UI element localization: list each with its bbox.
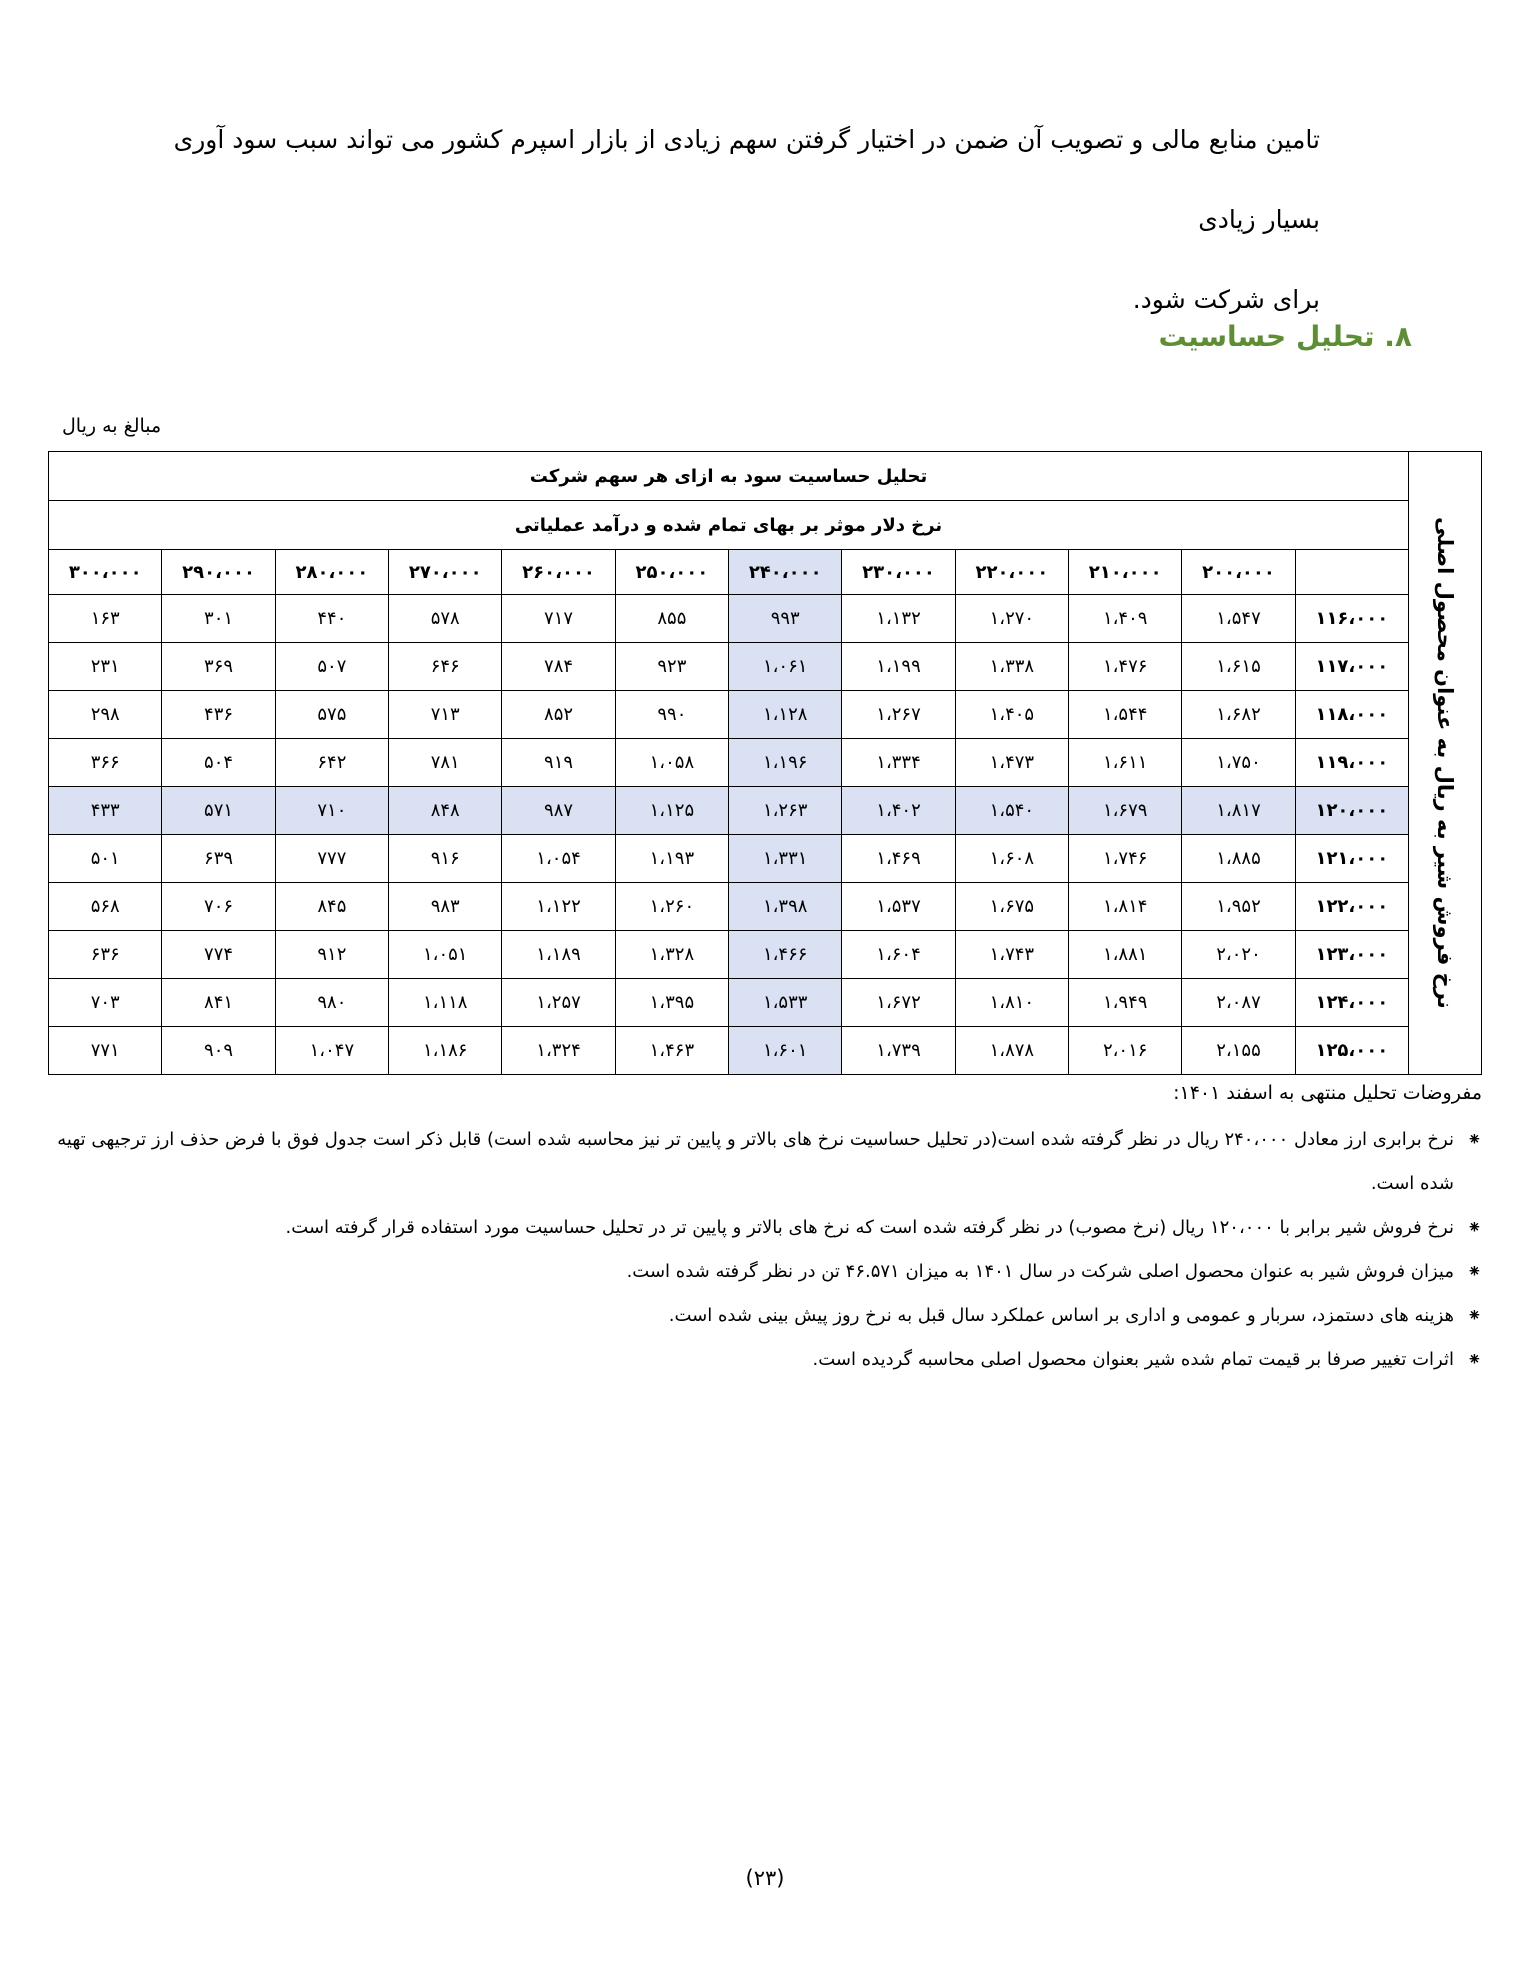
table-row [49,979,1482,1027]
column-header: ۲۲۰،۰۰۰ [955,550,1068,595]
table-cell: ۷۱۳ [389,691,502,739]
table-cell: ۴۳۶ [162,691,275,739]
assumption-item [48,1294,1482,1338]
table-row [49,883,1482,931]
intro-line-2: برای شرکت شود. [1132,285,1320,314]
table-cell: ۱،۵۴۴ [1069,691,1182,739]
table-row [49,595,1482,643]
table-cell: ۱،۶۱۱ [1069,739,1182,787]
table-cell: ۱،۲۶۰ [615,883,728,931]
assumption-item [48,1338,1482,1382]
table-cell: ۱،۱۹۹ [842,643,955,691]
table-cell: ۵۰۱ [49,835,162,883]
table-cell: ۸۴۸ [389,787,502,835]
asterisk-bullet-icon: ⁕ [1466,1305,1482,1326]
row-axis-label [1409,452,1482,1075]
table-cell: ۱۶۳ [49,595,162,643]
table-cell: ۸۵۵ [615,595,728,643]
table-row [49,691,1482,739]
table-cell: ۱،۶۰۸ [955,835,1068,883]
row-header: ۱۲۱،۰۰۰ [1295,835,1408,883]
table-cell: ۷۷۱ [49,1027,162,1075]
row-axis-label-text: نرخ فروش شیر به ریال به عنوان محصول اصلی [1433,517,1457,1009]
table-cell: ۱،۶۰۱ [729,1027,842,1075]
table-cell: ۱،۰۵۴ [502,835,615,883]
table-cell: ۱،۶۱۵ [1182,643,1295,691]
row-header: ۱۱۶،۰۰۰ [1295,595,1408,643]
table-cell: ۷۰۶ [162,883,275,931]
table-cell: ۱،۶۷۵ [955,883,1068,931]
assumption-text: میزان فروش شیر به عنوان محصول اصلی شرکت در سال ۱۴۰۱ به میزان ۴۶.۵۷۱ تن در نظر گرفته شده است. [626,1261,1454,1282]
table-cell: ۱،۷۴۶ [1069,835,1182,883]
column-header: ۳۰۰،۰۰۰ [49,550,162,595]
table-cell: ۱،۶۷۹ [1069,787,1182,835]
column-header: ۲۱۰،۰۰۰ [1069,550,1182,595]
table-cell: ۹۹۳ [729,595,842,643]
table-cell: ۲،۱۵۵ [1182,1027,1295,1075]
table-cell: ۲،۰۲۰ [1182,931,1295,979]
assumption-item [48,1206,1482,1250]
table-cell: ۵۶۸ [49,883,162,931]
table-cell: ۱،۴۰۹ [1069,595,1182,643]
table-row [49,643,1482,691]
table-cell: ۷۱۰ [275,787,388,835]
table-cell: ۱،۱۲۸ [729,691,842,739]
table-cell: ۷۱۷ [502,595,615,643]
table-cell: ۱،۷۳۹ [842,1027,955,1075]
table-cell: ۱،۸۷۸ [955,1027,1068,1075]
table-cell: ۱،۵۴۷ [1182,595,1295,643]
table-cell: ۱،۹۴۹ [1069,979,1182,1027]
table-cell: ۱،۳۲۴ [502,1027,615,1075]
unit-note: مبالغ به ریال [62,415,162,437]
table-cell: ۱،۵۳۳ [729,979,842,1027]
assumption-text: نرخ برابری ارز معادل ۲۴۰،۰۰۰ ریال در نظر گرفته شده است(در تحلیل حساسیت نرخ های بالاتر و پایین تر نیز محاسبه شده است) قابل ذکر است جدول فوق با فرض حذف ارز ترجیهی تهیه شده است. [57,1129,1454,1194]
table-cell: ۶۳۹ [162,835,275,883]
table-cell: ۱،۵۳۷ [842,883,955,931]
table-cell: ۱،۱۸۹ [502,931,615,979]
column-header: ۲۵۰،۰۰۰ [615,550,728,595]
table-cell: ۶۴۶ [389,643,502,691]
table-cell: ۱،۸۸۱ [1069,931,1182,979]
table-cell: ۱،۳۳۱ [729,835,842,883]
column-header: ۲۷۰،۰۰۰ [389,550,502,595]
table-cell: ۳۰۱ [162,595,275,643]
table-cell: ۱،۱۹۶ [729,739,842,787]
table-cell: ۱،۰۴۷ [275,1027,388,1075]
table-cell: ۷۷۴ [162,931,275,979]
table-cell: ۲۹۸ [49,691,162,739]
table-cell: ۱،۱۲۵ [615,787,728,835]
table-cell: ۱،۴۶۶ [729,931,842,979]
table-cell: ۱،۳۲۸ [615,931,728,979]
column-header: ۲۹۰،۰۰۰ [162,550,275,595]
assumptions-title: مفروضات تحلیل منتهی به اسفند ۱۴۰۱: [1173,1082,1482,1104]
assumptions-list [48,1118,1482,1382]
table-cell: ۹۰۹ [162,1027,275,1075]
table-cell: ۶۳۶ [49,931,162,979]
table-cell: ۱،۱۸۶ [389,1027,502,1075]
table-cell: ۹۱۹ [502,739,615,787]
table-cell: ۵۷۱ [162,787,275,835]
column-header-row [49,550,1482,595]
page-number: (۲۳) [745,1866,785,1890]
column-header: ۲۰۰،۰۰۰ [1182,550,1295,595]
table-subtitle: نرخ دلار موثر بر بهای تمام شده و درآمد عملیاتی [49,501,1409,550]
table-cell: ۱،۲۵۷ [502,979,615,1027]
table-row [49,835,1482,883]
table-cell: ۷۸۴ [502,643,615,691]
table-cell: ۹۲۳ [615,643,728,691]
row-header: ۱۱۸،۰۰۰ [1295,691,1408,739]
table-cell: ۱،۱۲۲ [502,883,615,931]
table-cell: ۱،۴۰۵ [955,691,1068,739]
corner-cell [1295,550,1408,595]
row-header: ۱۲۳،۰۰۰ [1295,931,1408,979]
table-cell: ۲،۰۸۷ [1182,979,1295,1027]
table-cell: ۳۶۹ [162,643,275,691]
table-cell: ۱،۱۹۳ [615,835,728,883]
column-header: ۲۸۰،۰۰۰ [275,550,388,595]
row-header: ۱۲۵،۰۰۰ [1295,1027,1408,1075]
section-title: ۸. تحلیل حساسیت [1158,320,1412,353]
table-cell: ۱،۳۹۵ [615,979,728,1027]
table-cell: ۱،۰۵۸ [615,739,728,787]
table-cell: ۴۴۰ [275,595,388,643]
table-cell: ۸۴۱ [162,979,275,1027]
table-cell: ۸۴۵ [275,883,388,931]
asterisk-bullet-icon: ⁕ [1466,1217,1482,1238]
table-cell: ۷۷۷ [275,835,388,883]
table-title-row [49,452,1482,501]
sensitivity-table [48,451,1482,1075]
table-cell: ۲۳۱ [49,643,162,691]
table-cell: ۱،۸۸۵ [1182,835,1295,883]
column-header: ۲۴۰،۰۰۰ [729,550,842,595]
table-cell: ۱،۴۶۹ [842,835,955,883]
table-cell: ۳۶۶ [49,739,162,787]
table-cell: ۱،۴۰۲ [842,787,955,835]
intro-paragraph [120,100,1320,340]
table-cell: ۱،۶۰۴ [842,931,955,979]
column-header: ۲۶۰،۰۰۰ [502,550,615,595]
table-cell: ۵۰۷ [275,643,388,691]
table-cell: ۱،۰۵۱ [389,931,502,979]
table-subtitle-row [49,501,1482,550]
table-cell: ۱،۱۱۸ [389,979,502,1027]
table-cell: ۵۰۴ [162,739,275,787]
asterisk-bullet-icon: ⁕ [1466,1261,1482,1282]
table-cell: ۱،۱۳۲ [842,595,955,643]
row-header: ۱۲۴،۰۰۰ [1295,979,1408,1027]
table-cell: ۱،۸۱۰ [955,979,1068,1027]
table-cell: ۱،۲۶۳ [729,787,842,835]
table-cell: ۱،۴۶۳ [615,1027,728,1075]
table-cell: ۹۱۶ [389,835,502,883]
table-cell: ۵۷۵ [275,691,388,739]
table-cell: ۱،۸۱۷ [1182,787,1295,835]
table-cell: ۱،۳۹۸ [729,883,842,931]
table-cell: ۷۸۱ [389,739,502,787]
table-cell: ۶۴۲ [275,739,388,787]
asterisk-bullet-icon: ⁕ [1466,1349,1482,1370]
row-header: ۱۱۹،۰۰۰ [1295,739,1408,787]
table-cell: ۹۸۳ [389,883,502,931]
assumption-text: نرخ فروش شیر برابر با ۱۲۰،۰۰۰ ریال (نرخ مصوب) در نظر گرفته شده است که نرخ های بالاتر و پایین تر در تحلیل حساسیت مورد استفاده قرار گرفته است. [285,1217,1454,1238]
table-cell: ۱،۲۶۷ [842,691,955,739]
table-cell: ۱،۶۸۲ [1182,691,1295,739]
assumptions-section [48,1082,1482,1382]
row-header: ۱۲۰،۰۰۰ [1295,787,1408,835]
column-header: ۲۳۰،۰۰۰ [842,550,955,595]
table-cell: ۵۷۸ [389,595,502,643]
table-cell: ۱،۷۴۳ [955,931,1068,979]
table-title: تحلیل حساسیت سود به ازای هر سهم شرکت [49,452,1409,501]
intro-line-1: تامین منابع مالی و تصویب آن ضمن در اختیار گرفتن سهم زیادی از بازار اسپرم کشور می تواند سبب سود آوری بسیار زیادی [173,125,1320,234]
table-cell: ۱،۵۴۰ [955,787,1068,835]
table-cell: ۱،۶۷۲ [842,979,955,1027]
table-cell: ۹۸۷ [502,787,615,835]
table-cell: ۴۳۳ [49,787,162,835]
assumption-item [48,1118,1482,1206]
table-cell: ۱،۹۵۲ [1182,883,1295,931]
table-cell: ۱،۳۳۸ [955,643,1068,691]
table-cell: ۱،۲۷۰ [955,595,1068,643]
table-cell: ۷۰۳ [49,979,162,1027]
assumption-text: اثرات تغییر صرفا بر قیمت تمام شده شیر بعنوان محصول اصلی محاسبه گردیده است. [812,1349,1454,1370]
table-cell: ۱،۸۱۴ [1069,883,1182,931]
table-cell: ۱،۰۶۱ [729,643,842,691]
table-cell: ۱،۷۵۰ [1182,739,1295,787]
table-cell: ۹۸۰ [275,979,388,1027]
table-cell: ۱،۴۷۶ [1069,643,1182,691]
assumption-item [48,1250,1482,1294]
assumption-text: هزینه های دستمزد، سربار و عمومی و اداری بر اساس عملکرد سال قبل به نرخ روز پیش بینی شده است. [668,1305,1454,1326]
row-header: ۱۱۷،۰۰۰ [1295,643,1408,691]
table-cell: ۹۱۲ [275,931,388,979]
table-cell: ۹۹۰ [615,691,728,739]
table-cell: ۸۵۲ [502,691,615,739]
table-row [49,931,1482,979]
asterisk-bullet-icon: ⁕ [1466,1129,1482,1150]
table-row [49,787,1482,835]
table-row [49,739,1482,787]
table-cell: ۱،۳۳۴ [842,739,955,787]
table-cell: ۱،۴۷۳ [955,739,1068,787]
table-row [49,1027,1482,1075]
table-cell: ۲،۰۱۶ [1069,1027,1182,1075]
row-header: ۱۲۲،۰۰۰ [1295,883,1408,931]
